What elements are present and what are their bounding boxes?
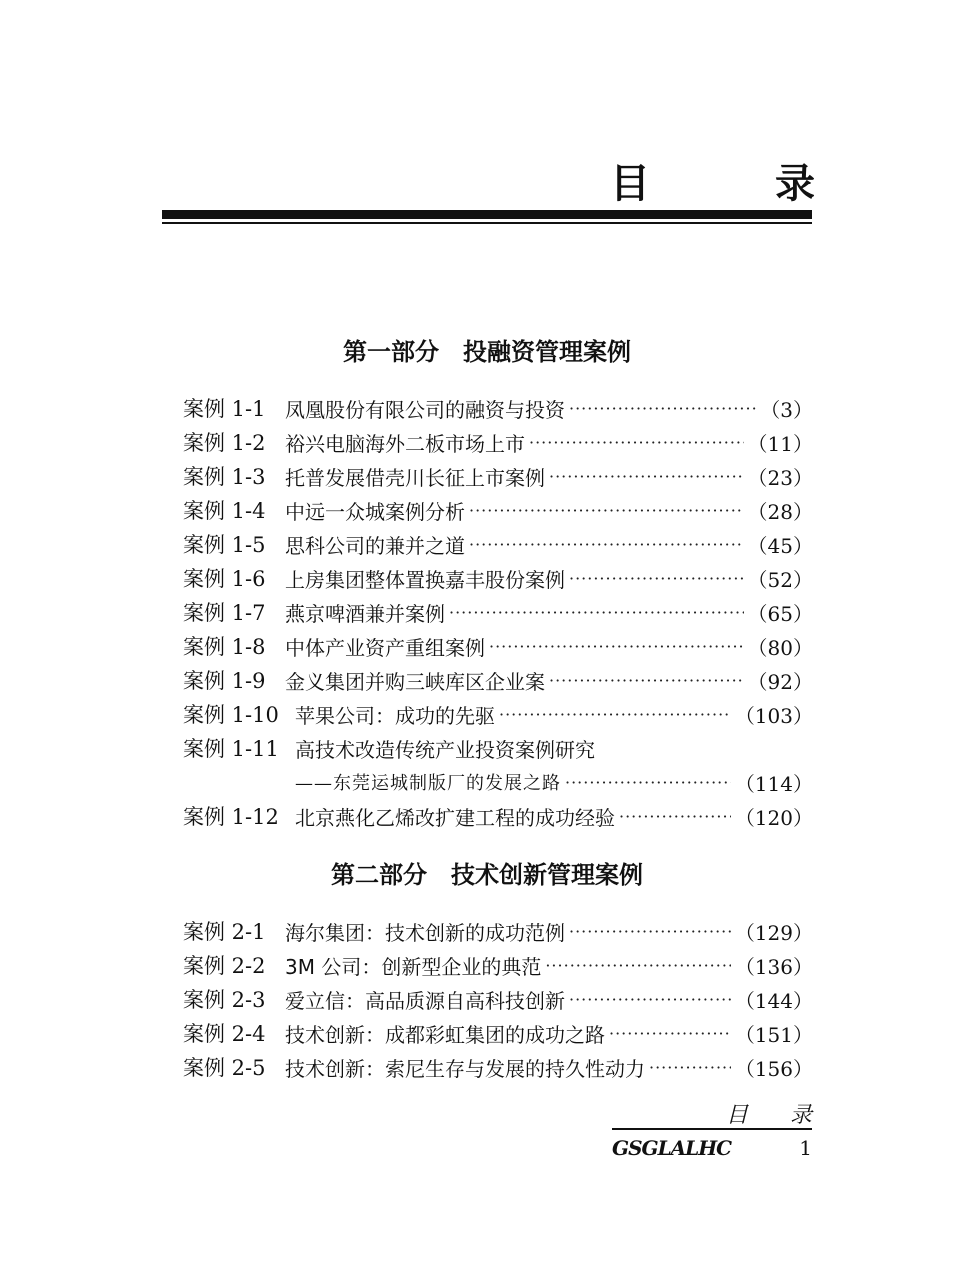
toc-entry-1-10[interactable] [183, 697, 813, 731]
case-title: 凤凰股份有限公司的融资与投资 [285, 397, 565, 422]
section-heading-1 [162, 335, 812, 369]
case-title: 中远一众城案例分析 [285, 499, 465, 524]
toc-entry-1-2[interactable] [183, 425, 813, 459]
toc-entry-2-2[interactable] [183, 948, 813, 982]
case-number: 案例 1-8 [183, 635, 266, 659]
leader-dots [449, 603, 744, 622]
leader-dots [499, 705, 731, 724]
case-title: 3M 公司：创新型企业的典范 [285, 954, 542, 979]
case-subtitle: ——东莞运城制版厂的发展之路 [295, 773, 561, 794]
case-title: 技术创新：成都彩虹集团的成功之路 [285, 1022, 605, 1047]
leader-dots [489, 637, 744, 656]
toc-entry-2-4[interactable] [183, 1016, 813, 1050]
case-number: 案例 1-11 [183, 737, 279, 761]
case-number: 案例 2-2 [183, 954, 266, 978]
toc-entry-1-7[interactable] [183, 595, 813, 629]
toc-entry-1-5[interactable] [183, 527, 813, 561]
page-ref: （23） [747, 465, 813, 490]
case-title: 苹果公司：成功的先驱 [295, 703, 495, 728]
leader-dots [529, 433, 744, 452]
toc-entry-1-9[interactable] [183, 663, 813, 697]
case-number: 案例 1-1 [183, 397, 266, 421]
case-title: 上房集团整体置换嘉丰股份案例 [285, 567, 565, 592]
leader-dots [545, 956, 730, 975]
leader-dots [569, 569, 744, 588]
page-ref: （144） [734, 988, 813, 1013]
section-part-label: 第一部分 [343, 337, 439, 366]
leader-dots [469, 501, 744, 520]
toc-entry-1-11[interactable] [183, 731, 813, 765]
page-ref: （103） [734, 703, 813, 728]
page-title [610, 150, 815, 210]
toc-entry-1-11-subtitle[interactable] [183, 765, 813, 799]
case-number: 案例 1-10 [183, 703, 279, 727]
toc-entry-1-8[interactable] [183, 629, 813, 663]
case-number: 案例 1-9 [183, 669, 266, 693]
toc-entry-1-12[interactable] [183, 799, 813, 833]
toc-entry-1-4[interactable] [183, 493, 813, 527]
case-number: 案例 2-1 [183, 920, 266, 944]
toc-entry-1-1[interactable] [183, 391, 813, 425]
header-rule-thin [162, 222, 812, 224]
page-ref: （52） [747, 567, 813, 592]
leader-dots [569, 990, 731, 1009]
case-number: 案例 2-4 [183, 1022, 266, 1046]
leader-dots [469, 535, 744, 554]
section-part-label: 第二部分 [331, 860, 427, 889]
section-name: 投融资管理案例 [463, 337, 631, 366]
page-ref: （80） [747, 635, 813, 660]
case-title: 裕兴电脑海外二板市场上市 [285, 431, 525, 456]
toc-entry-1-6[interactable] [183, 561, 813, 595]
leader-dots [649, 1058, 731, 1077]
page-ref: （28） [747, 499, 813, 524]
leader-dots [549, 467, 744, 486]
footer-label-char-2: 录 [789, 1103, 812, 1128]
toc-entry-2-1[interactable] [183, 914, 813, 948]
case-title: 北京燕化乙烯改扩建工程的成功经验 [295, 805, 615, 830]
case-number: 案例 1-6 [183, 567, 266, 591]
leader-dots [569, 399, 756, 418]
case-title: 高技术改造传统产业投资案例研究 [295, 737, 595, 762]
case-number: 案例 2-3 [183, 988, 266, 1012]
toc-entry-2-5[interactable] [183, 1050, 813, 1084]
page-title-char-2: 录 [775, 160, 815, 207]
case-title: 燕京啤酒兼并案例 [285, 601, 445, 626]
case-number: 案例 1-12 [183, 805, 279, 829]
leader-dots [619, 807, 731, 826]
case-title: 爱立信：高品质源自高科技创新 [285, 988, 565, 1013]
footer-rule [612, 1128, 812, 1130]
header-rule-thick [162, 210, 812, 219]
toc-entry-2-3[interactable] [183, 982, 813, 1016]
case-title: 中体产业资产重组案例 [285, 635, 485, 660]
case-title: 托普发展借壳川长征上市案例 [285, 465, 545, 490]
case-number: 案例 2-5 [183, 1056, 266, 1080]
case-number: 案例 1-5 [183, 533, 266, 557]
case-title: 金义集团并购三峡库区企业案 [285, 669, 545, 694]
footer-label-char-1: 目 [725, 1103, 748, 1128]
page-ref: （11） [747, 431, 813, 456]
page-ref: （65） [747, 601, 813, 626]
section-heading-2 [162, 858, 812, 892]
case-number: 案例 1-2 [183, 431, 266, 455]
case-number: 案例 1-7 [183, 601, 266, 625]
page-ref: （151） [734, 1022, 813, 1047]
page-ref: （156） [734, 1056, 813, 1081]
case-number: 案例 1-4 [183, 499, 266, 523]
page-ref: （120） [734, 805, 813, 830]
leader-dots [549, 671, 744, 690]
page-ref: （129） [734, 920, 813, 945]
leader-dots [569, 922, 731, 941]
page-ref: （114） [734, 771, 813, 796]
case-title: 技术创新：索尼生存与发展的持久性动力 [285, 1056, 645, 1081]
leader-dots [609, 1024, 731, 1043]
case-title: 思科公司的兼并之道 [285, 533, 465, 558]
case-title: 海尔集团：技术创新的成功范例 [285, 920, 565, 945]
page-ref: （92） [747, 669, 813, 694]
page-ref: （45） [747, 533, 813, 558]
toc-entry-1-3[interactable] [183, 459, 813, 493]
section-name: 技术创新管理案例 [451, 860, 643, 889]
case-number: 案例 1-3 [183, 465, 266, 489]
leader-dots [565, 773, 731, 792]
page-title-char-1: 目 [610, 160, 650, 207]
page-ref: （3） [760, 397, 813, 422]
page-ref: （136） [734, 954, 813, 979]
footer-section-label [612, 1098, 812, 1128]
page-number: 1 [799, 1136, 812, 1160]
footer-book-code: GSGLALHC [612, 1136, 732, 1160]
